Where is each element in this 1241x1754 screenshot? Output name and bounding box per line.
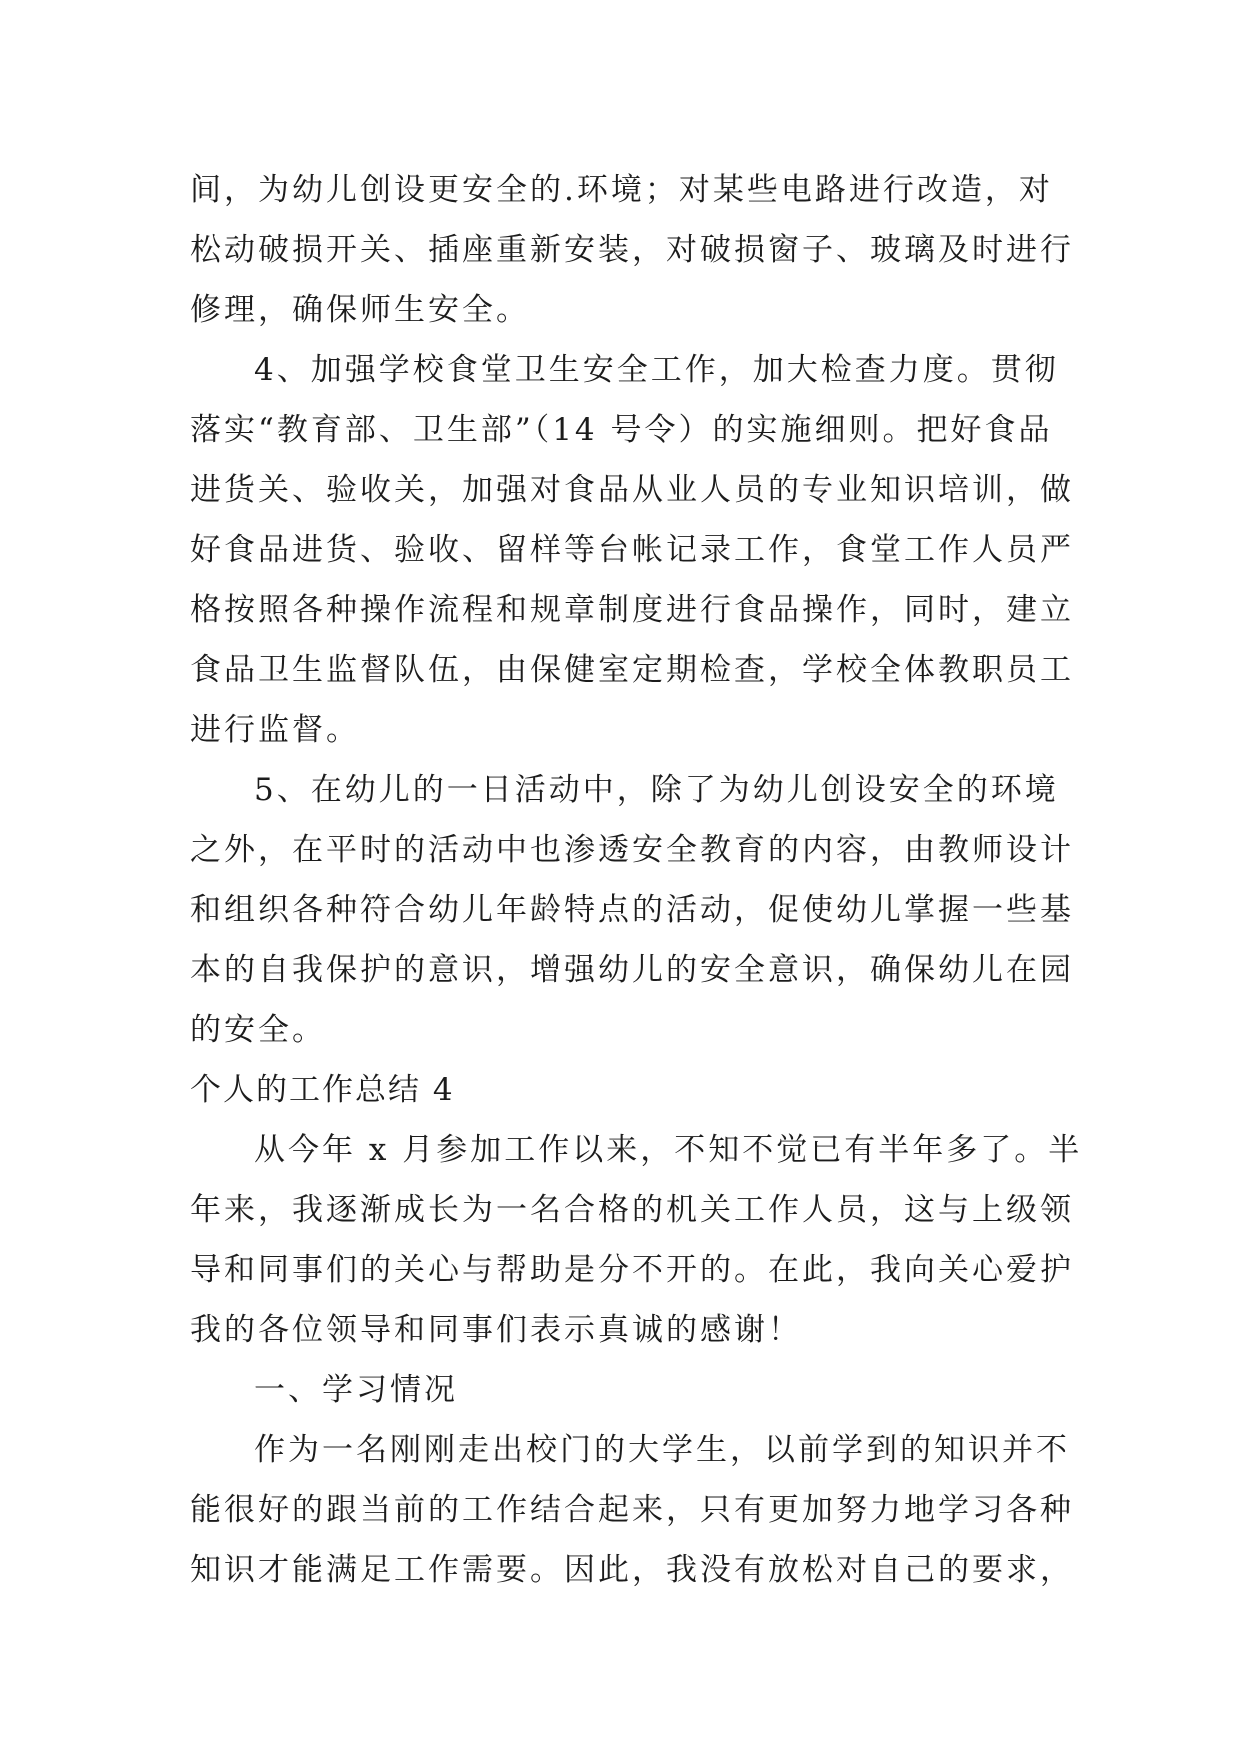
- text-line: 进货关、验收关，加强对食品从业人员的专业知识培训，做: [190, 472, 1074, 508]
- text-line: 间，为幼儿创设更安全的.环境；对某些电路进行改造，对: [190, 172, 1053, 208]
- text-line: 能很好的跟当前的工作结合起来，只有更加努力地学习各种: [190, 1492, 1074, 1528]
- text-line: 松动破损开关、插座重新安装，对破损窗子、玻璃及时进行: [190, 232, 1074, 268]
- text-line: 我的各位领导和同事们表示真诚的感谢！: [190, 1312, 802, 1348]
- text-line: 知识才能满足工作需要。因此，我没有放松对自己的要求，: [190, 1552, 1074, 1588]
- text-line: 食品卫生监督队伍，由保健室定期检查，学校全体教职员工: [190, 652, 1074, 688]
- paragraph-start-line: 5、在幼儿的一日活动中，除了为幼儿创设安全的环境: [254, 772, 1059, 808]
- text-line: 年来，我逐渐成长为一名合格的机关工作人员，这与上级领: [190, 1192, 1074, 1228]
- text-line: 之外，在平时的活动中也渗透安全教育的内容，由教师设计: [190, 832, 1074, 868]
- text-line: 的安全。: [190, 1012, 326, 1048]
- text-line: 进行监督。: [190, 712, 360, 748]
- text-line: 修理，确保师生安全。: [190, 292, 530, 328]
- text-line: 和组织各种符合幼儿年龄特点的活动，促使幼儿掌握一些基: [190, 892, 1074, 928]
- paragraph-start-line: 从今年 x 月参加工作以来，不知不觉已有半年多了。半: [254, 1132, 1083, 1168]
- text-line: 格按照各种操作流程和规章制度进行食品操作，同时，建立: [190, 592, 1074, 628]
- text-line: 本的自我保护的意识，增强幼儿的安全意识，确保幼儿在园: [190, 952, 1074, 988]
- paragraph-start-line: 4、加强学校食堂卫生安全工作，加大检查力度。贯彻: [254, 352, 1059, 388]
- text-line: 落实“教育部、卫生部”（14 号令）的实施细则。把好食品: [190, 412, 1053, 448]
- paragraph-start-line: 作为一名刚刚走出校门的大学生，以前学到的知识并不: [254, 1432, 1070, 1468]
- section-heading: 个人的工作总结 4: [190, 1072, 455, 1108]
- text-line: 导和同事们的关心与帮助是分不开的。在此，我向关心爱护: [190, 1252, 1074, 1288]
- document-body: [190, 160, 1083, 1600]
- subsection-heading: 一、学习情况: [254, 1372, 458, 1408]
- text-line: 好食品进货、验收、留样等台帐记录工作，食堂工作人员严: [190, 532, 1074, 568]
